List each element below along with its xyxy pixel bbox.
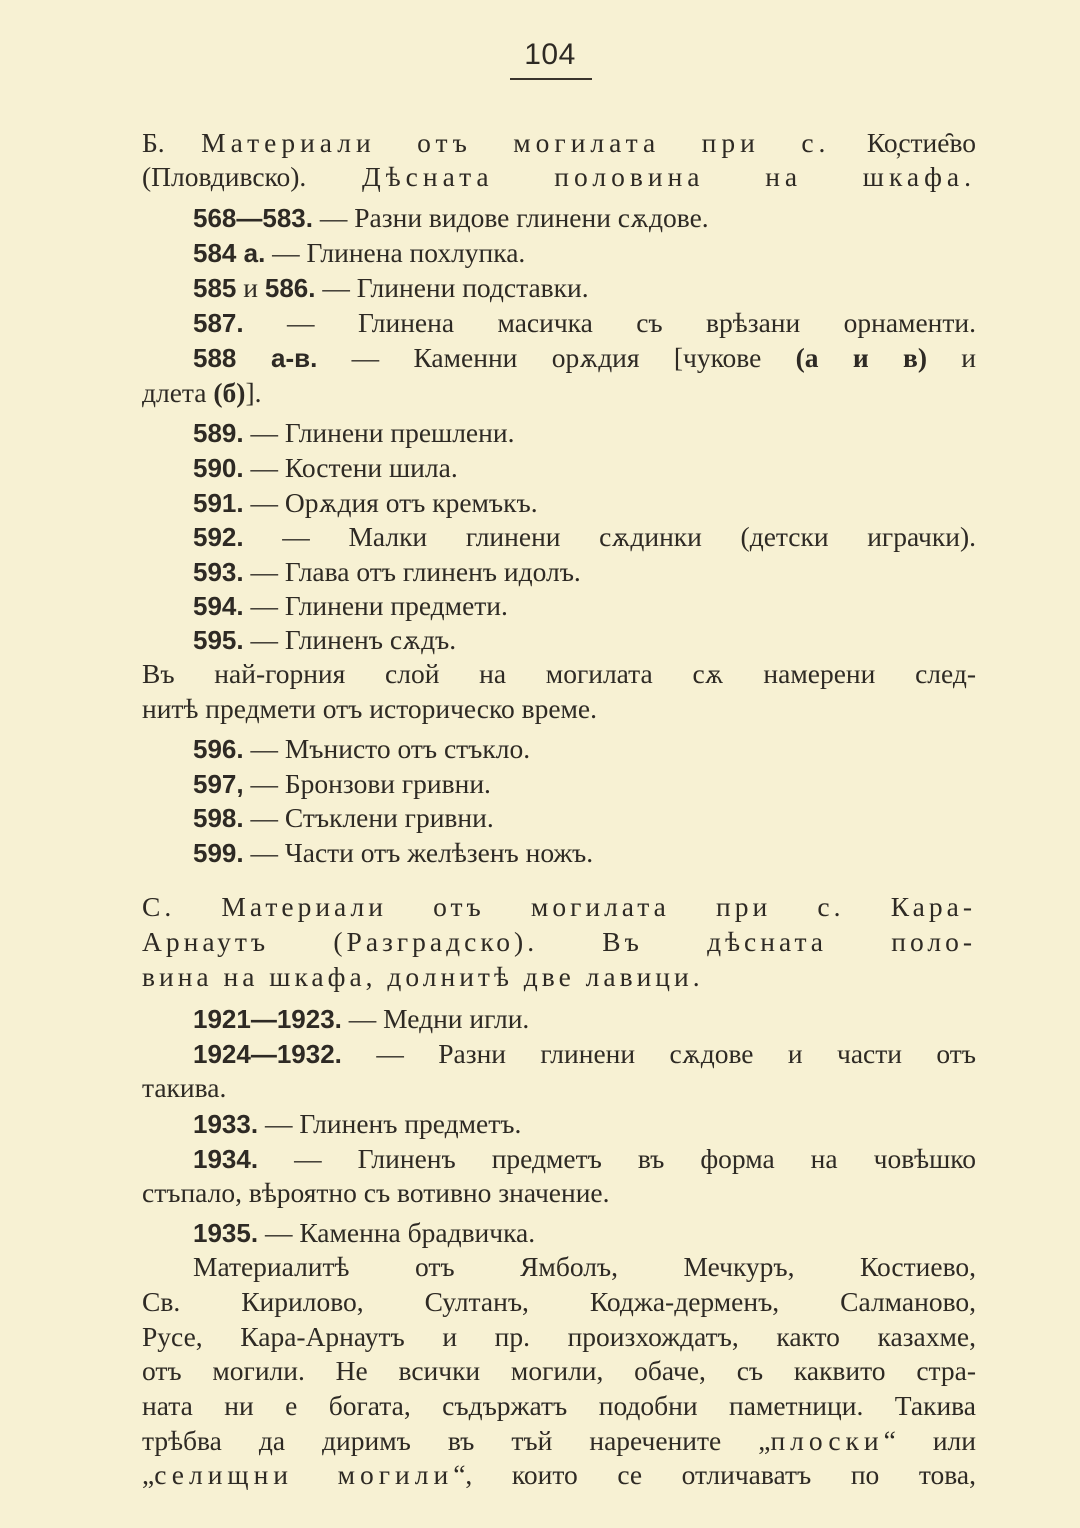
catalog-entry-589: 589. — Глинени прешлени.	[193, 417, 515, 448]
catalog-entry-593: 593. — Глава отъ глиненъ идолъ.	[193, 556, 581, 587]
page-number-underline	[510, 78, 592, 80]
catalog-entry-599: 599. — Части отъ желѣзенъ ножъ.	[193, 837, 594, 868]
catalog-entry-1933: 1933. — Глиненъ предметъ.	[193, 1108, 522, 1139]
section-c-heading-line2: Арнаутъ (Разградско). Въ дѣсната поло-	[142, 926, 976, 957]
closing-paragraph-line7: „селищни могили“, които се отличаватъ по това,	[142, 1459, 976, 1490]
section-b-note-line1: Въ най-горния слой на могилата сѫ намерени след-	[142, 658, 976, 689]
catalog-entry-588-continuation: длета (б)].	[142, 377, 262, 408]
catalog-entry-594: 594. — Глинени предмети.	[193, 590, 508, 621]
catalog-entry-598: 598. — Стъклени гривни.	[193, 802, 494, 833]
catalog-entry-1924-continuation: такива.	[142, 1072, 227, 1103]
catalog-entry-1935: 1935. — Каменна брадвичка.	[193, 1217, 536, 1248]
catalog-entry-591: 591. — Орѫдия отъ кремъкъ.	[193, 487, 538, 518]
catalog-entry-1934-continuation: стъпало, вѣроятно съ вотивно значение.	[142, 1177, 610, 1208]
catalog-entry-1924: 1924—1932. — Разни глинени сѫдове и части отъ	[193, 1038, 976, 1069]
catalog-entry-597: 597, — Бронзови гривни.	[193, 768, 491, 799]
section-b-note-line2: нитѣ предмети отъ историческо време.	[142, 693, 598, 724]
catalog-entry-592: 592. — Малки глинени сѫдинки (детски играчки).	[193, 521, 976, 552]
section-c-heading-line1: С. Материали отъ могилата при с. Кара-	[142, 891, 976, 922]
closing-paragraph-line1: Материалитѣ отъ Ямболъ, Мечкуръ, Костиево,	[193, 1251, 976, 1282]
catalog-entry-587: 587. — Глинена масичка съ врѣзани орнаменти.	[193, 307, 976, 338]
catalog-entry-568: 568—583. — Разни видове глинени сѫдове.	[193, 202, 709, 233]
closing-paragraph-line5: ната ни е богата, съдържатъ подобни паметници. Такива	[142, 1390, 976, 1421]
closing-paragraph-line3: Русе, Кара-Арнаутъ и пр. произхождатъ, както казахме,	[142, 1321, 976, 1352]
page-number: 104	[524, 38, 576, 71]
catalog-entry-585: 585 и 586. — Глинени подставки.	[193, 272, 589, 303]
catalog-entry-584a: 584 а. — Глинена похлупка.	[193, 237, 526, 268]
catalog-entry-1921: 1921—1923. — Медни игли.	[193, 1003, 530, 1034]
section-c-heading-line3: вина на шкафа, долнитѣ две лавици.	[142, 961, 704, 992]
closing-paragraph-line2: Св. Кирилово, Султанъ, Коджа-дерменъ, Салманово,	[142, 1286, 976, 1317]
catalog-entry-1934: 1934. — Глиненъ предметъ въ форма на човѣшко	[193, 1143, 976, 1174]
catalog-entry-588: 588 а-в. — Каменни орѫдия [чукове (а и в) и	[193, 342, 976, 373]
catalog-entry-596: 596. — Мънисто отъ стъкло.	[193, 733, 531, 764]
catalog-entry-595: 595. — Глиненъ сѫдъ.	[193, 624, 457, 655]
section-b-heading-line2: (Пловдивско). Дѣсната половина на шкафа.	[142, 161, 977, 192]
catalog-entry-590: 590. — Костени шила.	[193, 452, 458, 483]
section-b-heading-line1: Б. Материали отъ могилата при с. Ко̦стие̑во	[142, 127, 977, 158]
closing-paragraph-line6: трѣбва да диримъ въ тъй наречените „плоски“ или	[142, 1425, 976, 1456]
closing-paragraph-line4: отъ могили. Не всички могили, обаче, съ каквито стра-	[142, 1355, 976, 1386]
